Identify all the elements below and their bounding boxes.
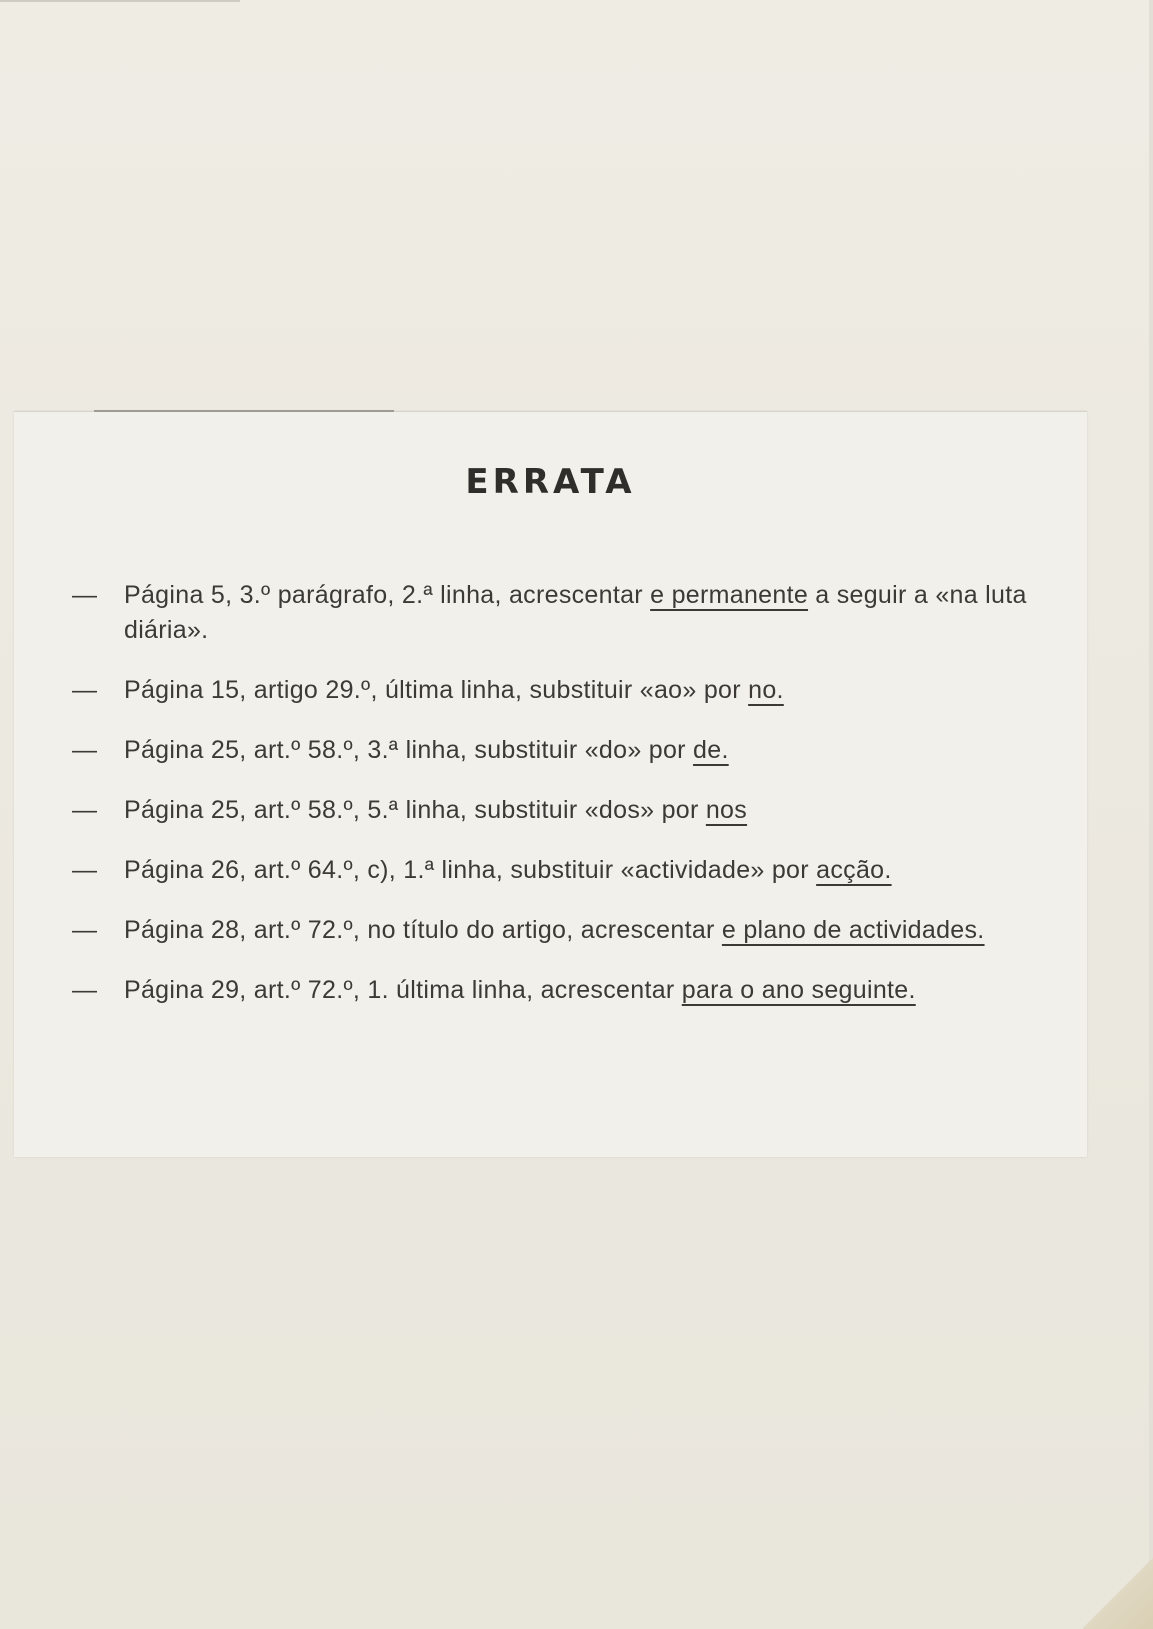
entry-text [124, 976, 916, 1004]
entry-text [124, 581, 1027, 644]
entry-dash: — [72, 581, 98, 609]
errata-entry-4 [72, 793, 1032, 828]
entry-before: Página 25, art.º 58.º, 5.ª linha, substituir «dos» por [124, 796, 706, 824]
slip-edge-shadow [94, 410, 394, 412]
errata-slip [14, 411, 1087, 1157]
entry-correction: e plano de actividades. [721, 916, 985, 944]
page-corner-fold [1083, 1539, 1153, 1629]
entry-dash: — [72, 736, 98, 764]
entry-correction: acção. [816, 856, 892, 884]
entry-correction: nos [705, 796, 748, 824]
entry-text [124, 736, 729, 764]
errata-entry-2 [72, 673, 1032, 708]
errata-list [72, 578, 1032, 1033]
entry-correction: para o ano seguinte. [681, 976, 916, 1004]
errata-entry-7 [72, 973, 1032, 1008]
entry-text [124, 676, 784, 704]
entry-correction: de. [693, 736, 729, 764]
page-right-edge [1149, 0, 1153, 1629]
entry-dash: — [72, 676, 98, 704]
errata-entry-6 [72, 913, 1032, 948]
entry-before: Página 5, 3.º parágrafo, 2.ª linha, acrescentar [124, 581, 651, 609]
errata-title: ERRATA [465, 462, 636, 502]
entry-after: a seguir a «na luta diária». [124, 581, 1027, 644]
entry-dash: — [72, 856, 98, 884]
entry-dash: — [72, 796, 98, 824]
entry-correction: e permanente [650, 581, 809, 609]
errata-entry-1 [72, 578, 1032, 648]
entry-dash: — [72, 976, 98, 1004]
entry-before: Página 26, art.º 64.º, c), 1.ª linha, substituir «actividade» por [124, 856, 817, 884]
entry-dash: — [72, 916, 98, 944]
page-top-edge [0, 0, 240, 2]
entry-text [124, 856, 892, 884]
entry-text [124, 796, 747, 824]
entry-before: Página 15, artigo 29.º, última linha, substituir «ao» por [124, 676, 749, 704]
errata-entry-3 [72, 733, 1032, 768]
entry-before: Página 28, art.º 72.º, no título do artigo, acrescentar [124, 916, 722, 944]
entry-correction: no. [748, 676, 784, 704]
errata-entry-5 [72, 853, 1032, 888]
entry-text [124, 916, 985, 944]
entry-before: Página 29, art.º 72.º, 1. última linha, acrescentar [124, 976, 682, 1004]
entry-before: Página 25, art.º 58.º, 3.ª linha, substituir «do» por [124, 736, 694, 764]
